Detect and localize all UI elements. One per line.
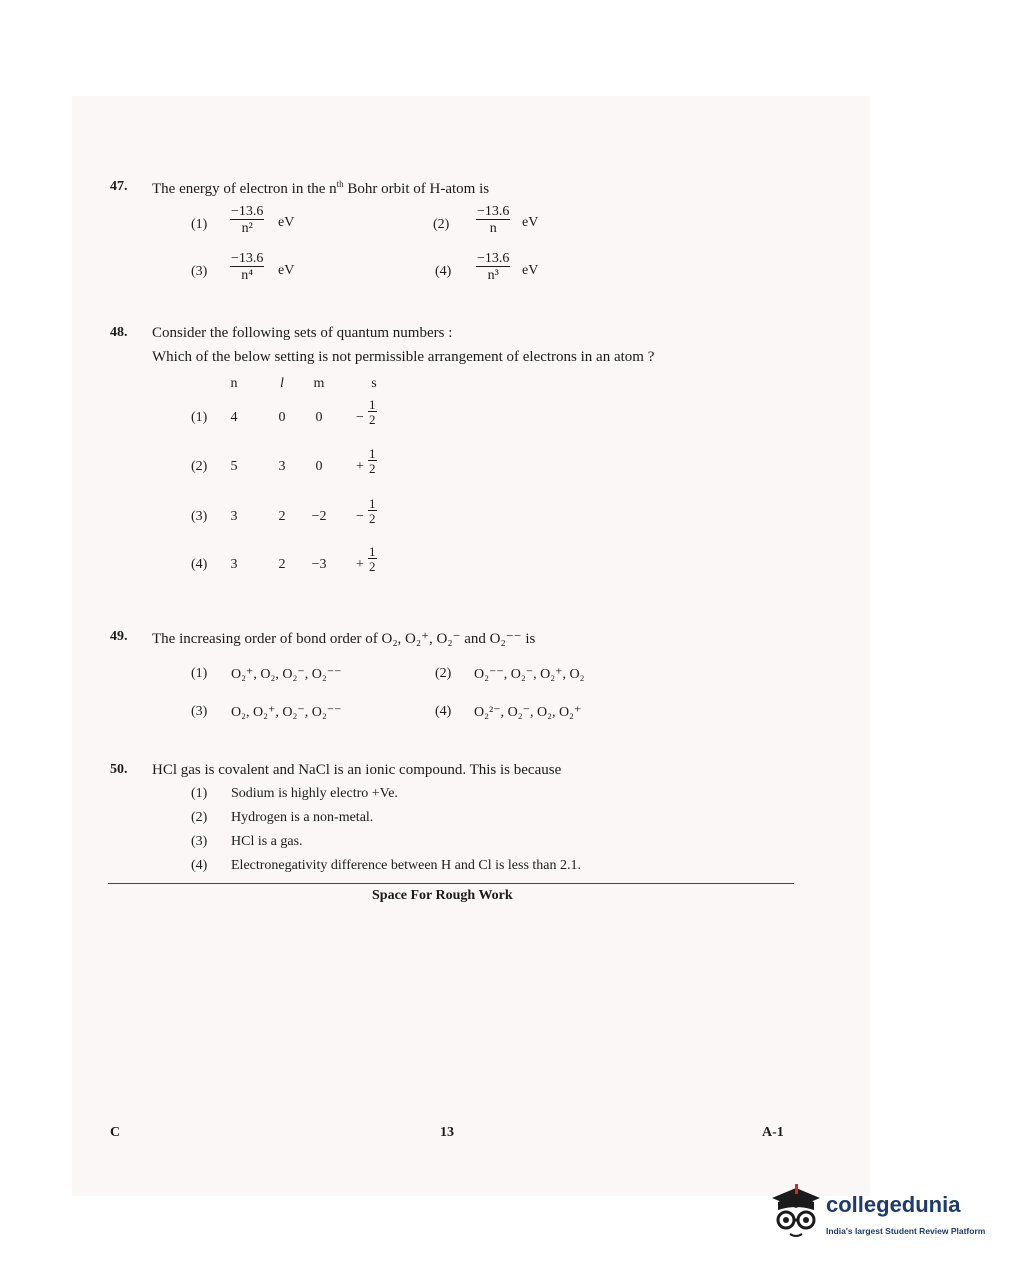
q47-option-1-fraction: $\frac{-13.6}{\text{n²}}$	[231, 204, 264, 236]
q47-option-2-label: (2)	[433, 217, 450, 232]
q47-option-3-label: (3)	[191, 264, 208, 279]
q47-option-4-label: (4)	[435, 264, 452, 279]
q50-option-2-label: (2)	[191, 810, 208, 825]
collegedunia-logo[interactable]	[768, 1180, 998, 1250]
q48-row-3-s-fraction: $\frac{1}{2}$	[369, 496, 376, 526]
q47-option-3-unit: eV	[278, 263, 295, 278]
q48-row-1-m: 0	[315, 410, 323, 425]
q47-option-2-fraction: $\frac{-13.6}{n}$	[477, 204, 510, 236]
q48-header-s: s	[371, 376, 377, 391]
q47-option-2-unit: eV	[522, 215, 539, 230]
q48-row-4-label: (4)	[191, 557, 208, 572]
q48-row-4-sign: +	[356, 557, 364, 572]
q48-row-3-n: 3	[230, 509, 238, 524]
q47-text: The energy of electron in the $n^{th}$ Bohr orbit of H-atom is	[152, 179, 490, 197]
q48-row-1-sign: −	[356, 410, 364, 425]
q47-option-1-unit: eV	[278, 215, 295, 230]
q47-option-4-unit: eV	[522, 263, 539, 278]
q50-option-2-text: Hydrogen is a non-metal.	[231, 810, 374, 825]
q48-row-2-s-fraction: $\frac{1}{2}$	[369, 446, 376, 476]
q50-option-3-text: HCl is a gas.	[231, 834, 303, 849]
q48-row-3-l: 2	[278, 509, 286, 524]
q50-text: HCl gas is covalent and NaCl is an ionic compound. This is because	[152, 762, 562, 778]
q50-option-3-label: (3)	[191, 834, 208, 849]
q49-option-3-text: O₂, O₂⁺, O₂⁻, O₂⁻⁻	[231, 705, 342, 720]
q50-option-1-label: (1)	[191, 786, 208, 801]
q49-molecules: O₂, O₂⁺, O₂⁻ and O₂⁻⁻	[381, 631, 522, 647]
rough-work-heading: Space For Rough Work	[372, 888, 513, 903]
q48-row-4-m: −3	[311, 557, 327, 572]
footer-series: A-1	[762, 1125, 784, 1140]
q50-number: 50.	[110, 762, 128, 777]
q48-row-1-l: 0	[278, 410, 286, 425]
q48-row-3-label: (3)	[191, 509, 208, 524]
q49-number: 49.	[110, 629, 128, 644]
q49-option-4-label: (4)	[435, 704, 452, 719]
q48-row-4-s-fraction: $\frac{1}{2}$	[369, 544, 376, 574]
q49-option-2-text: O₂⁻⁻, O₂⁻, O₂⁺, O₂	[474, 667, 585, 682]
q50-option-1-text: Sodium is highly electro +Ve.	[231, 786, 398, 801]
q48-row-2-n: 5	[230, 459, 238, 474]
q48-text-line1: Consider the following sets of quantum numbers :	[152, 325, 453, 341]
q47-option-4-fraction: $\frac{-13.6}{\text{n³}}$	[477, 251, 510, 283]
q48-header-n: n	[230, 376, 238, 391]
q49-option-3-label: (3)	[191, 704, 208, 719]
logo-tagline: India's largest Student Review Platform	[826, 1226, 986, 1236]
q48-row-1-label: (1)	[191, 410, 208, 425]
q48-row-3-m: −2	[311, 509, 327, 524]
q49-option-4-text: O₂²⁻, O₂⁻, O₂, O₂⁺	[474, 705, 582, 720]
q48-row-1-s-fraction: $\frac{1}{2}$	[369, 397, 376, 427]
q48-header-l: l	[280, 376, 284, 391]
q48-row-2-m: 0	[315, 459, 323, 474]
page-number: 13	[440, 1125, 454, 1140]
q48-row-4-l: 2	[278, 557, 286, 572]
q50-option-4-text: Electronegativity difference between H and Cl is less than 2.1.	[231, 858, 582, 873]
q48-row-2-label: (2)	[191, 459, 208, 474]
q49-option-1-text: O₂⁺, O₂, O₂⁻, O₂⁻⁻	[231, 667, 342, 682]
mascot-icon	[768, 1180, 824, 1242]
q48-row-4-n: 3	[230, 557, 238, 572]
q48-text-line2: Which of the below setting is not permissible arrangement of electrons in an atom ?	[152, 349, 655, 365]
q47-option-3-fraction: $\frac{-13.6}{\text{n⁴}}$	[231, 251, 264, 283]
q48-row-2-l: 3	[278, 459, 286, 474]
divider-line	[108, 883, 794, 884]
logo-wordmark: collegedunia	[826, 1192, 961, 1217]
q48-row-2-sign: +	[356, 459, 364, 474]
q48-header-m: m	[313, 376, 325, 391]
q48-row-1-n: 4	[230, 410, 238, 425]
footer-version: C	[110, 1125, 121, 1140]
q48-number: 48.	[110, 325, 128, 340]
q49-text: The increasing order of bond order of O₂, O₂⁺, O₂⁻ and O₂⁻⁻ is	[152, 631, 536, 647]
q47-number: 47.	[110, 179, 128, 194]
q47-option-1-label: (1)	[191, 217, 208, 232]
q49-option-1-label: (1)	[191, 666, 208, 681]
q48-row-3-sign: −	[356, 509, 364, 524]
q49-option-2-label: (2)	[435, 666, 452, 681]
q50-option-4-label: (4)	[191, 858, 208, 873]
